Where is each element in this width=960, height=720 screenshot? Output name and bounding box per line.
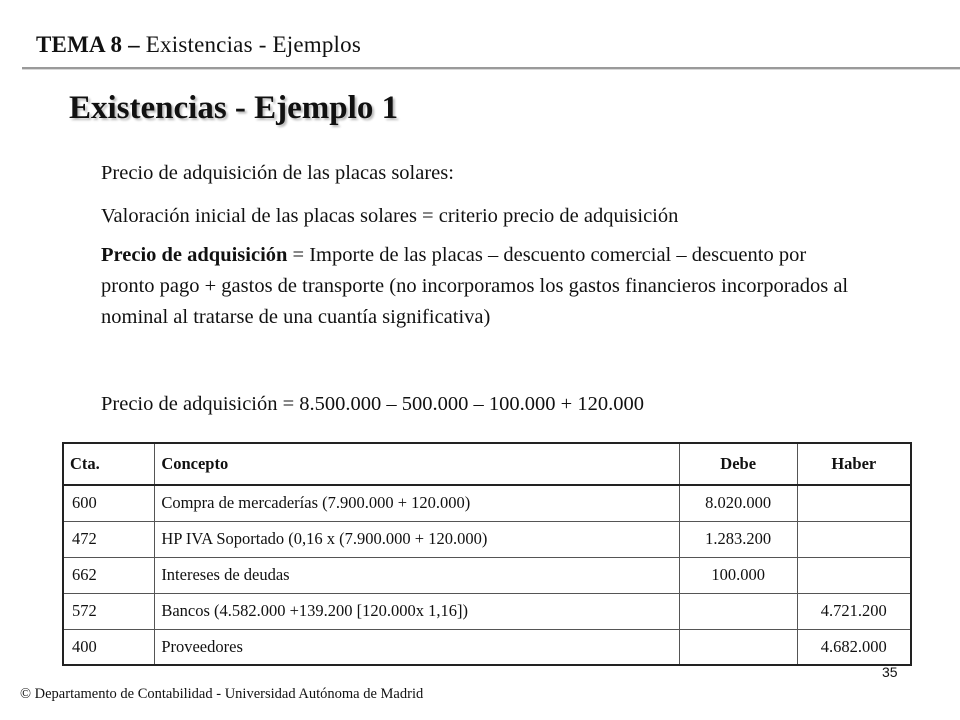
paragraph-precio-calculo: Precio de adquisición = 8.500.000 – 500.000 – 100.000 + 120.000 — [101, 393, 644, 415]
header-title — [36, 32, 361, 58]
cell-haber: 4.721.200 — [797, 593, 911, 629]
precio-adquisicion-term: Precio de adquisición — [101, 244, 288, 266]
header-debe: Debe — [679, 443, 797, 485]
paragraph-valoracion-inicial: Valoración inicial de las placas solares = criterio precio de adquisición — [101, 205, 679, 227]
paragraph-precio-definicion — [101, 240, 861, 333]
page-number: 35 — [882, 664, 898, 680]
header-topic-name: Existencias - Ejemplos — [139, 32, 361, 57]
cell-cta: 572 — [63, 593, 155, 629]
header-haber: Haber — [797, 443, 911, 485]
header-cta: Cta. — [63, 443, 155, 485]
cell-cta: 472 — [63, 521, 155, 557]
cell-debe: 1.283.200 — [679, 521, 797, 557]
cell-cta: 600 — [63, 485, 155, 521]
journal-entry-table — [62, 442, 912, 666]
cell-haber — [797, 557, 911, 593]
cell-concepto: Compra de mercaderías (7.900.000 + 120.000) — [155, 485, 679, 521]
cell-cta: 400 — [63, 629, 155, 665]
table-row — [63, 521, 911, 557]
slide-title: Existencias - Ejemplo 1 — [69, 90, 399, 126]
footer-copyright: © Departamento de Contabilidad - Universidad Autónoma de Madrid — [20, 686, 424, 702]
cell-debe — [679, 593, 797, 629]
cell-cta: 662 — [63, 557, 155, 593]
table-row — [63, 485, 911, 521]
cell-haber — [797, 485, 911, 521]
table-row — [63, 557, 911, 593]
cell-concepto: Intereses de deudas — [155, 557, 679, 593]
paragraph-precio-intro: Precio de adquisición de las placas solares: — [101, 162, 454, 184]
cell-concepto: Bancos (4.582.000 +139.200 [120.000x 1,16]) — [155, 593, 679, 629]
table-row — [63, 593, 911, 629]
cell-debe — [679, 629, 797, 665]
cell-concepto: Proveedores — [155, 629, 679, 665]
table-row — [63, 629, 911, 665]
table-header-row — [63, 443, 911, 485]
cell-debe: 8.020.000 — [679, 485, 797, 521]
header-divider — [22, 67, 960, 70]
header-concepto: Concepto — [155, 443, 679, 485]
precio-adquisicion-formula: = Importe de las placas – descuento comercial – descuento por pronto pago + gastos de transporte (no incorporamos los gastos financieros incorporados al nominal al tratarse de una cuantía significativa) — [101, 244, 849, 328]
cell-haber — [797, 521, 911, 557]
cell-haber: 4.682.000 — [797, 629, 911, 665]
cell-debe: 100.000 — [679, 557, 797, 593]
cell-concepto: HP IVA Soportado (0,16 x (7.900.000 + 120.000) — [155, 521, 679, 557]
header-topic-number: TEMA 8 – — [36, 32, 140, 57]
